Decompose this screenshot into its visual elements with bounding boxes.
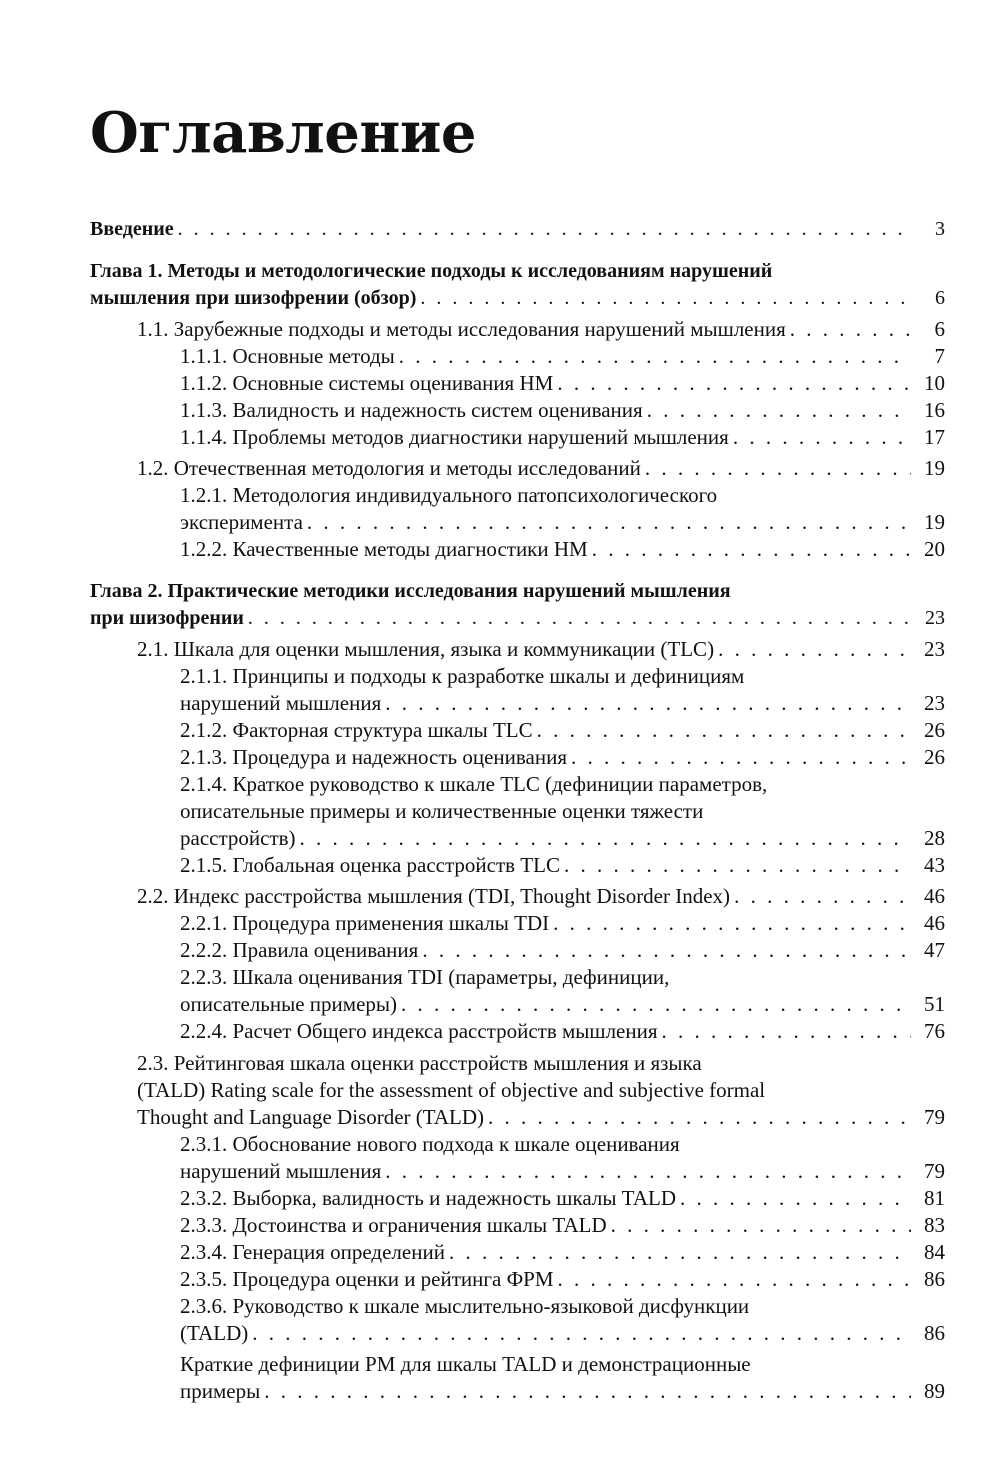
toc-entry-page: 84 [924,1240,945,1264]
toc-entry-2-3-5[interactable] [180,1266,945,1293]
page-title: Оглавление [90,100,477,166]
toc-entry-1-1-4[interactable] [180,424,945,451]
toc-entry-2-3-6-line-2[interactable] [180,1320,945,1347]
toc-entry-page: 3 [935,218,945,240]
toc-entry-text: 2.2.3. Шкала оценивания TDI (параметры, дефиниции, [180,965,670,989]
toc-entry-page: 6 [935,287,945,309]
toc-entry-text: примеры [180,1379,261,1403]
toc-entry-2-3-line-2[interactable] [137,1077,945,1104]
toc-chapter-1-line-1[interactable] [90,258,945,285]
toc-entry-1-1-2[interactable] [180,370,945,397]
toc-entry-text: 2.1.3. Процедура и надежность оценивания [180,745,567,769]
toc-entry-1-2-1-line-1[interactable] [180,482,945,509]
toc-entry-2-1-1-line-2[interactable] [180,690,945,717]
toc-entry-text: нарушений мышления [180,1159,382,1183]
toc-entry-text: 1.2. Отечественная методология и методы исследований [137,456,641,480]
toc-entry-2-3-4[interactable] [180,1239,945,1266]
toc-entry-text: 1.1.4. Проблемы методов диагностики нарушений мышления [180,425,729,449]
toc-entry-text: 2.1.1. Принципы и подходы к разработке шкалы и дефинициям [180,664,745,688]
toc-entry-2-3-2[interactable] [180,1185,945,1212]
toc-entry-1-2-2[interactable] [180,536,945,563]
toc-entry-text: 2.3.4. Генерация определений [180,1240,445,1264]
toc-entry-page: 23 [925,607,945,629]
toc-entry-text: (TALD) Rating scale for the assessment of objective and subjective formal [137,1078,766,1102]
toc-entry-page: 6 [934,317,945,341]
toc-entry-text: 2.2. Индекс расстройства мышления (TDI, Thought Disorder Index) [137,884,731,908]
toc-entry-page: 51 [924,992,945,1016]
toc-entry-2-1-4-line-1[interactable] [180,771,945,798]
toc-entry-page: 16 [924,398,945,422]
toc-entry-text: Глава 2. Практические методики исследования нарушений мышления [90,580,731,602]
toc-entry-page: 76 [924,1019,945,1043]
toc-entry-text: 1.1. Зарубежные подходы и методы исследования нарушений мышления [137,317,786,341]
toc-chapter-2-line-2[interactable] [90,605,945,632]
toc-entry-tald-definitions-line-2[interactable] [180,1378,945,1405]
toc-entry-text: 2.1. Шкала для оценки мышления, языка и коммуникации (TLC) [137,637,715,661]
toc-entry-2-1-2[interactable] [180,717,945,744]
toc-entry-page: 19 [924,510,945,534]
toc-entry-page: 26 [924,718,945,742]
toc-entry-page: 19 [924,456,945,480]
toc-entry-page: 47 [924,938,945,962]
toc-entry-text: 1.1.3. Валидность и надежность систем оценивания [180,398,643,422]
toc-entry-page: 43 [924,853,945,877]
toc-entry-text: 2.3.5. Процедура оценки и рейтинга ФРМ [180,1267,554,1291]
toc-entry-text: 2.3.2. Выборка, валидность и надежность шкалы TALD [180,1186,676,1210]
toc-entry-2-2-3-line-2[interactable] [180,991,945,1018]
toc-entry-text: Глава 1. Методы и методологические подходы к исследованиям нарушений [90,260,773,282]
toc-chapter-2-line-1[interactable] [90,578,945,605]
toc-entry-2-1-5[interactable] [180,852,945,879]
toc-entry-2-2-1[interactable] [180,910,945,937]
toc-entry-text: 1.1.2. Основные системы оценивания НМ [180,371,554,395]
toc-entry-page: 46 [924,884,945,908]
toc-entry-2-3-6-line-1[interactable] [180,1293,945,1320]
toc-entry-2-1[interactable] [137,636,945,663]
toc-entry-text: описательные примеры) [180,992,397,1016]
toc-entry-page: 17 [924,425,945,449]
toc-entry-text: 2.2.1. Процедура применения шкалы TDI [180,911,550,935]
toc-entry-page: 89 [924,1379,945,1403]
toc-entry-page: 28 [924,826,945,850]
toc-chapter-1-line-2[interactable] [90,285,945,312]
toc-entry-text: 2.1.2. Факторная структура шкалы TLC [180,718,533,742]
toc-entry-text: 2.2.2. Правила оценивания [180,938,419,962]
toc-entry-text: эксперимента [180,510,303,534]
toc-entry-text: 1.2.1. Методология индивидуального патопсихологического [180,483,718,507]
toc-entry-page: 79 [924,1159,945,1183]
toc-entry-text: Введение [90,218,174,240]
toc-entry-text: 2.2.4. Расчет Общего индекса расстройств мышления [180,1019,658,1043]
toc-entry-page: 23 [924,637,945,661]
toc-entry-text: мышления при шизофрении (обзор) [90,287,417,309]
toc-entry-2-2[interactable] [137,883,945,910]
toc-entry-text: 2.3.6. Руководство к шкале мыслительно-языковой дисфункции [180,1294,750,1318]
toc-entry-page: 81 [924,1186,945,1210]
toc-entry-text: Thought and Language Disorder (TALD) [137,1105,485,1129]
toc-entry-2-2-4[interactable] [180,1018,945,1045]
toc-entry-page: 7 [934,344,945,368]
toc-entry-text: (TALD) [180,1321,249,1345]
toc-entry-page: 79 [924,1105,945,1129]
toc-entry-page: 86 [924,1321,945,1345]
toc-entry-2-3-1-line-2[interactable] [180,1158,945,1185]
toc-entry-1-1-1[interactable] [180,343,945,370]
toc-entry-1-1-3[interactable] [180,397,945,424]
toc-entry-2-3-line-1[interactable] [137,1050,945,1077]
toc-entry-page: 26 [924,745,945,769]
toc-entry-2-1-4-line-3[interactable] [180,825,945,852]
toc-entry-text: 2.3.1. Обоснование нового подхода к шкале оценивания [180,1132,680,1156]
toc-entry-2-3-line-3[interactable] [137,1104,945,1131]
toc-entry-2-1-1-line-1[interactable] [180,663,945,690]
toc-entry-page: 86 [924,1267,945,1291]
toc-entry-text: 2.1.5. Глобальная оценка расстройств TLC [180,853,560,877]
toc-entry-1-2-1-line-2[interactable] [180,509,945,536]
toc-entry-page: 20 [924,537,945,561]
toc-entry-2-3-3[interactable] [180,1212,945,1239]
toc-entry-text: описательные примеры и количественные оценки тяжести [180,799,704,823]
toc-entry-intro[interactable] [90,216,945,243]
toc-entry-page: 83 [924,1213,945,1237]
toc-entry-page: 23 [924,691,945,715]
toc-entry-text: нарушений мышления [180,691,382,715]
toc-entry-2-2-3-line-1[interactable] [180,964,945,991]
toc-entry-tald-definitions-line-1[interactable] [180,1351,945,1378]
toc-entry-text: 1.1.1. Основные методы [180,344,395,368]
toc-entry-2-3-1-line-1[interactable] [180,1131,945,1158]
toc-entry-text: 2.3.3. Достоинства и ограничения шкалы TALD [180,1213,607,1237]
toc-entry-page: 46 [924,911,945,935]
toc-entry-page: 10 [924,371,945,395]
toc-entry-text: 2.3. Рейтинговая шкала оценки расстройств мышления и языка [137,1051,702,1075]
toc-entry-text: при шизофрении [90,607,244,629]
toc-entry-2-1-3[interactable] [180,744,945,771]
toc-entry-text: расстройств) [180,826,296,850]
toc-entry-text: 2.1.4. Краткое руководство к шкале TLC (дефиниции параметров, [180,772,768,796]
toc-entry-1-2[interactable] [137,455,945,482]
toc-entry-1-1[interactable] [137,316,945,343]
toc-entry-text: 1.2.2. Качественные методы диагностики НМ [180,537,588,561]
toc-entry-text: Краткие дефиниции РМ для шкалы TALD и демонстрационные [180,1352,751,1376]
toc-entry-2-1-4-line-2[interactable] [180,798,945,825]
toc-entry-2-2-2[interactable] [180,937,945,964]
